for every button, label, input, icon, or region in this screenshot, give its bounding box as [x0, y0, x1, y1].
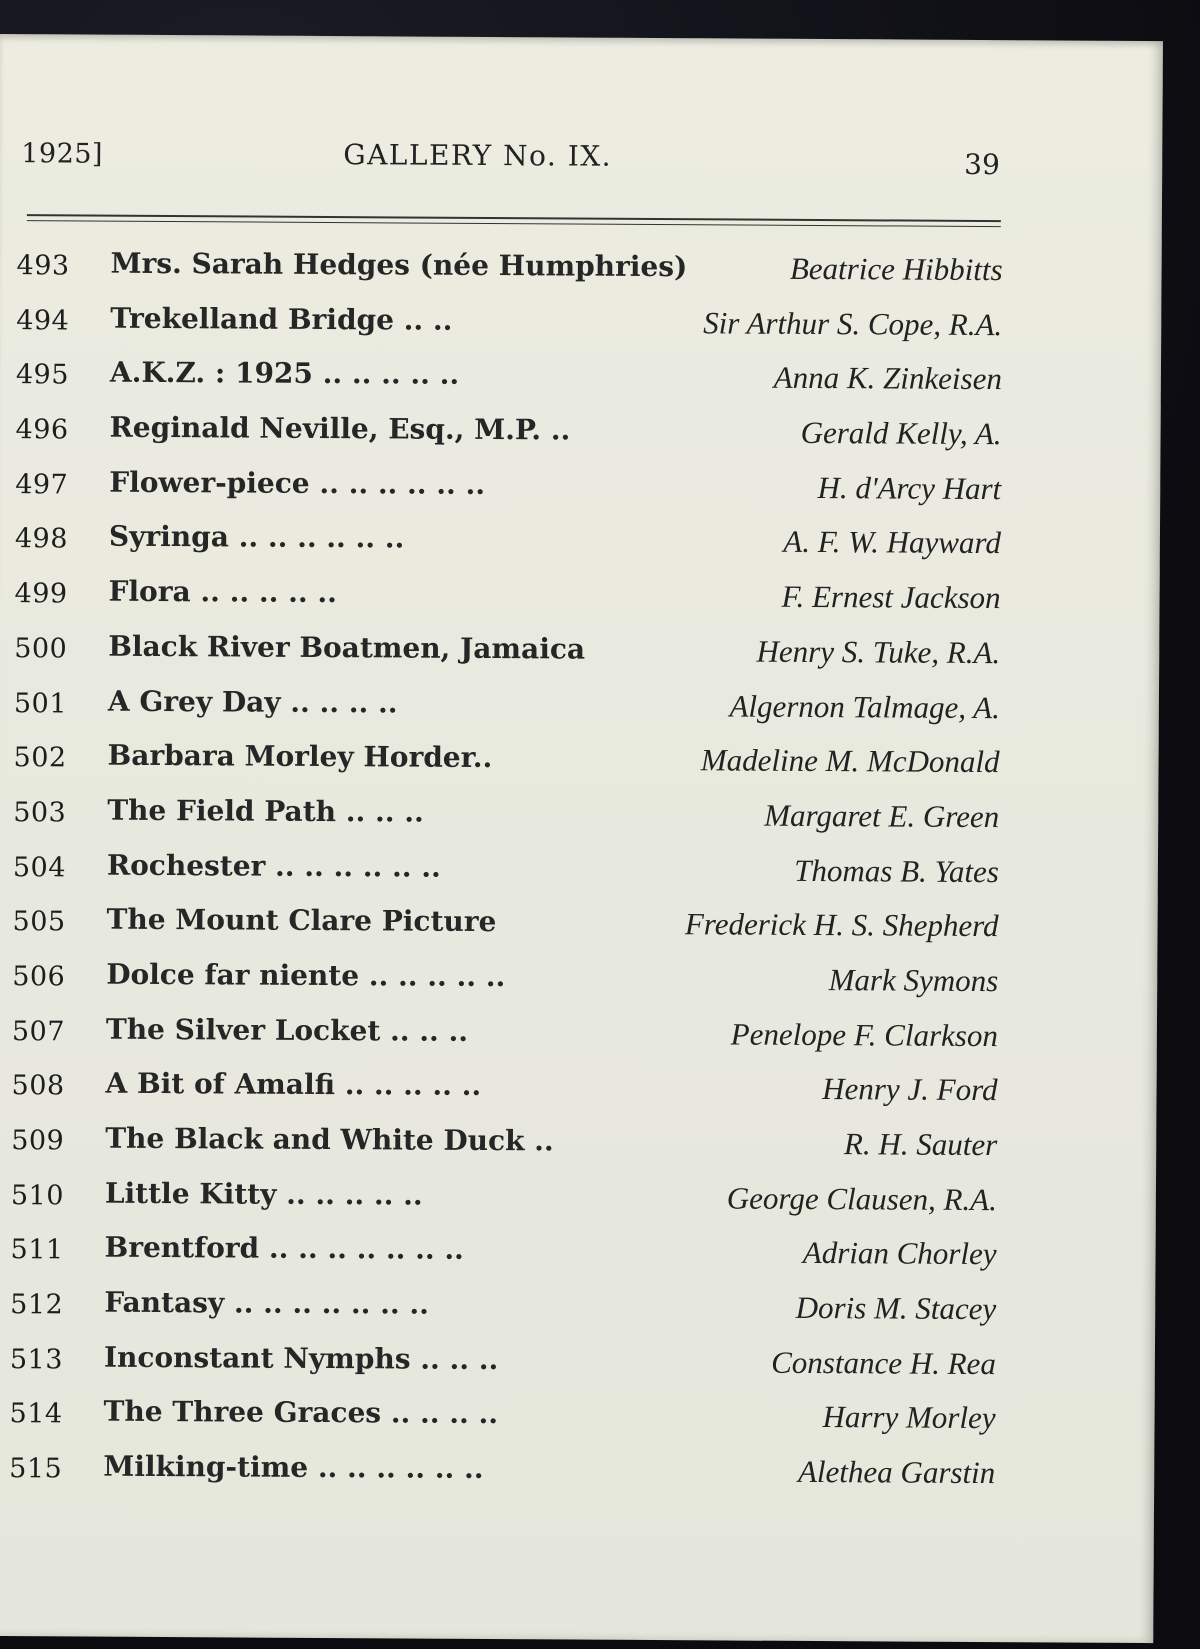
catalogue-entry: [11, 406, 1001, 467]
entry-title: Syringa .. .. .. .. .. ..: [108, 520, 405, 555]
entry-artist: Sir Arthur S. Cope, R.A.: [703, 304, 1003, 342]
entry-number: 509: [11, 1125, 65, 1157]
entry-number: 499: [14, 578, 68, 610]
entry-number: 506: [12, 961, 66, 993]
catalogue-entry: [12, 242, 1002, 303]
entry-artist: Adrian Chorley: [802, 1235, 997, 1272]
entry-artist: Anna K. Zinkeisen: [773, 360, 1003, 397]
entry-artist: Beatrice Hibbitts: [789, 250, 1003, 288]
entry-number: 496: [15, 414, 69, 446]
entry-artist: Madeline M. McDonald: [700, 742, 1000, 780]
entry-artist: Gerald Kelly, A.: [800, 414, 1002, 452]
catalogue-entry: [8, 1008, 998, 1069]
entry-artist: Algernon Talmage, A.: [729, 687, 1001, 725]
entry-title: Barbara Morley Horder..: [107, 738, 493, 775]
entry-number: 502: [13, 742, 67, 774]
catalogue-entry: [11, 516, 1001, 577]
catalogue-entry: [7, 1062, 997, 1123]
entry-number: 504: [12, 851, 67, 883]
catalogue-entry: [11, 461, 1001, 522]
entry-number: 512: [10, 1289, 64, 1321]
catalogue-entry: [10, 625, 1000, 686]
entry-artist: Harry Morley: [822, 1399, 996, 1436]
entry-number: 507: [11, 1015, 66, 1048]
entry-artist: Henry J. Ford: [822, 1071, 998, 1108]
entry-title: The Field Path .. .. ..: [107, 793, 424, 829]
catalogue-entry: [5, 1390, 995, 1451]
catalogue-entry: [10, 570, 1000, 631]
entry-number: 501: [13, 687, 68, 719]
entry-number: 494: [16, 304, 70, 337]
entry-artist: Doris M. Stacey: [795, 1289, 997, 1327]
entry-number: 508: [11, 1070, 65, 1102]
entry-artist: Penelope F. Clarkson: [730, 1016, 999, 1053]
entry-artist: A. F. W. Hayward: [783, 524, 1002, 561]
entry-title: Fantasy .. .. .. .. .. .. ..: [104, 1285, 430, 1321]
catalogue-entry: [6, 1226, 996, 1287]
entry-title: Brentford .. .. .. .. .. .. ..: [104, 1231, 464, 1267]
catalogue-entry: [5, 1445, 995, 1506]
entry-title: The Silver Locket .. .. ..: [105, 1012, 469, 1048]
entry-number: 511: [10, 1234, 64, 1266]
catalogue-entry: [6, 1336, 996, 1397]
catalogue-entry: [9, 734, 999, 795]
entry-number: 513: [9, 1343, 64, 1376]
entry-title: Dolce far niente .. .. .. .. ..: [106, 957, 506, 994]
entry-title: Flower-piece .. .. .. .. .. ..: [109, 465, 486, 501]
entry-title: Rochester .. .. .. .. .. ..: [106, 848, 441, 884]
catalogue-entry: [7, 1117, 997, 1178]
entry-artist: Mark Symons: [828, 962, 999, 999]
entry-artist: R. H. Sauter: [843, 1126, 998, 1163]
catalogue-entry: [10, 680, 1000, 741]
entry-title: Milking-time .. .. .. .. .. ..: [103, 1449, 484, 1486]
entry-artist: Margaret E. Green: [764, 797, 1000, 834]
entry-artist: Alethea Garstin: [797, 1454, 996, 1491]
entry-artist: H. d'Arcy Hart: [817, 469, 1002, 506]
entry-artist: Constance H. Rea: [771, 1344, 997, 1381]
catalogue-entry: [6, 1281, 996, 1342]
entry-title: The Black and White Duck ..: [105, 1121, 554, 1158]
entry-number: 497: [15, 468, 69, 501]
entry-title: Black River Boatmen, Jamaica: [108, 629, 586, 666]
page-header: [21, 130, 1001, 196]
entry-number: 514: [9, 1398, 63, 1430]
catalogue-page: [0, 34, 1163, 1643]
entry-title: A Grey Day .. .. .. ..: [107, 684, 398, 719]
entry-number: 498: [14, 523, 69, 555]
entry-number: 515: [9, 1453, 63, 1485]
entry-title: The Three Graces .. .. .. ..: [103, 1395, 499, 1431]
header-year: 1925]: [21, 138, 104, 170]
catalogue-list: [5, 242, 1003, 1506]
entry-title: Mrs. Sarah Hedges (née Humphries): [110, 246, 688, 284]
entry-title: Inconstant Nymphs .. .. ..: [103, 1340, 499, 1376]
entry-title: A Bit of Amalfi .. .. .. .. ..: [105, 1066, 482, 1103]
catalogue-entry: [12, 351, 1002, 412]
entry-title: Flora .. .. .. .. ..: [108, 574, 338, 610]
entry-artist: George Clausen, R.A.: [726, 1180, 998, 1217]
catalogue-entry: [8, 953, 998, 1014]
entry-artist: Thomas B. Yates: [794, 852, 1000, 889]
entry-artist: F. Ernest Jackson: [781, 578, 1001, 616]
entry-title: Little Kitty .. .. .. .. ..: [104, 1176, 423, 1212]
catalogue-entry: [8, 898, 998, 959]
entry-title: Reginald Neville, Esq., M.P. ..: [109, 410, 571, 447]
entry-title: The Mount Clare Picture: [106, 902, 497, 939]
entry-title: Trekelland Bridge .. ..: [110, 301, 453, 337]
entry-title: A.K.Z. : 1925 .. .. .. .. ..: [109, 356, 460, 392]
catalogue-entry: [9, 789, 999, 850]
catalogue-entry: [9, 844, 999, 905]
entry-number: 493: [16, 250, 70, 282]
entry-number: 510: [10, 1179, 65, 1212]
entry-artist: Henry S. Tuke, R.A.: [756, 633, 1001, 670]
page-title: GALLERY No. IX.: [343, 138, 613, 173]
entry-artist: Frederick H. S. Shepherd: [684, 906, 999, 944]
page-number: 39: [964, 147, 1000, 182]
catalogue-entry: [7, 1172, 997, 1233]
entry-number: 505: [12, 906, 66, 938]
entry-number: 500: [14, 632, 68, 665]
catalogue-entry: [12, 297, 1002, 358]
entry-number: 495: [15, 359, 70, 391]
entry-number: 503: [13, 796, 67, 829]
